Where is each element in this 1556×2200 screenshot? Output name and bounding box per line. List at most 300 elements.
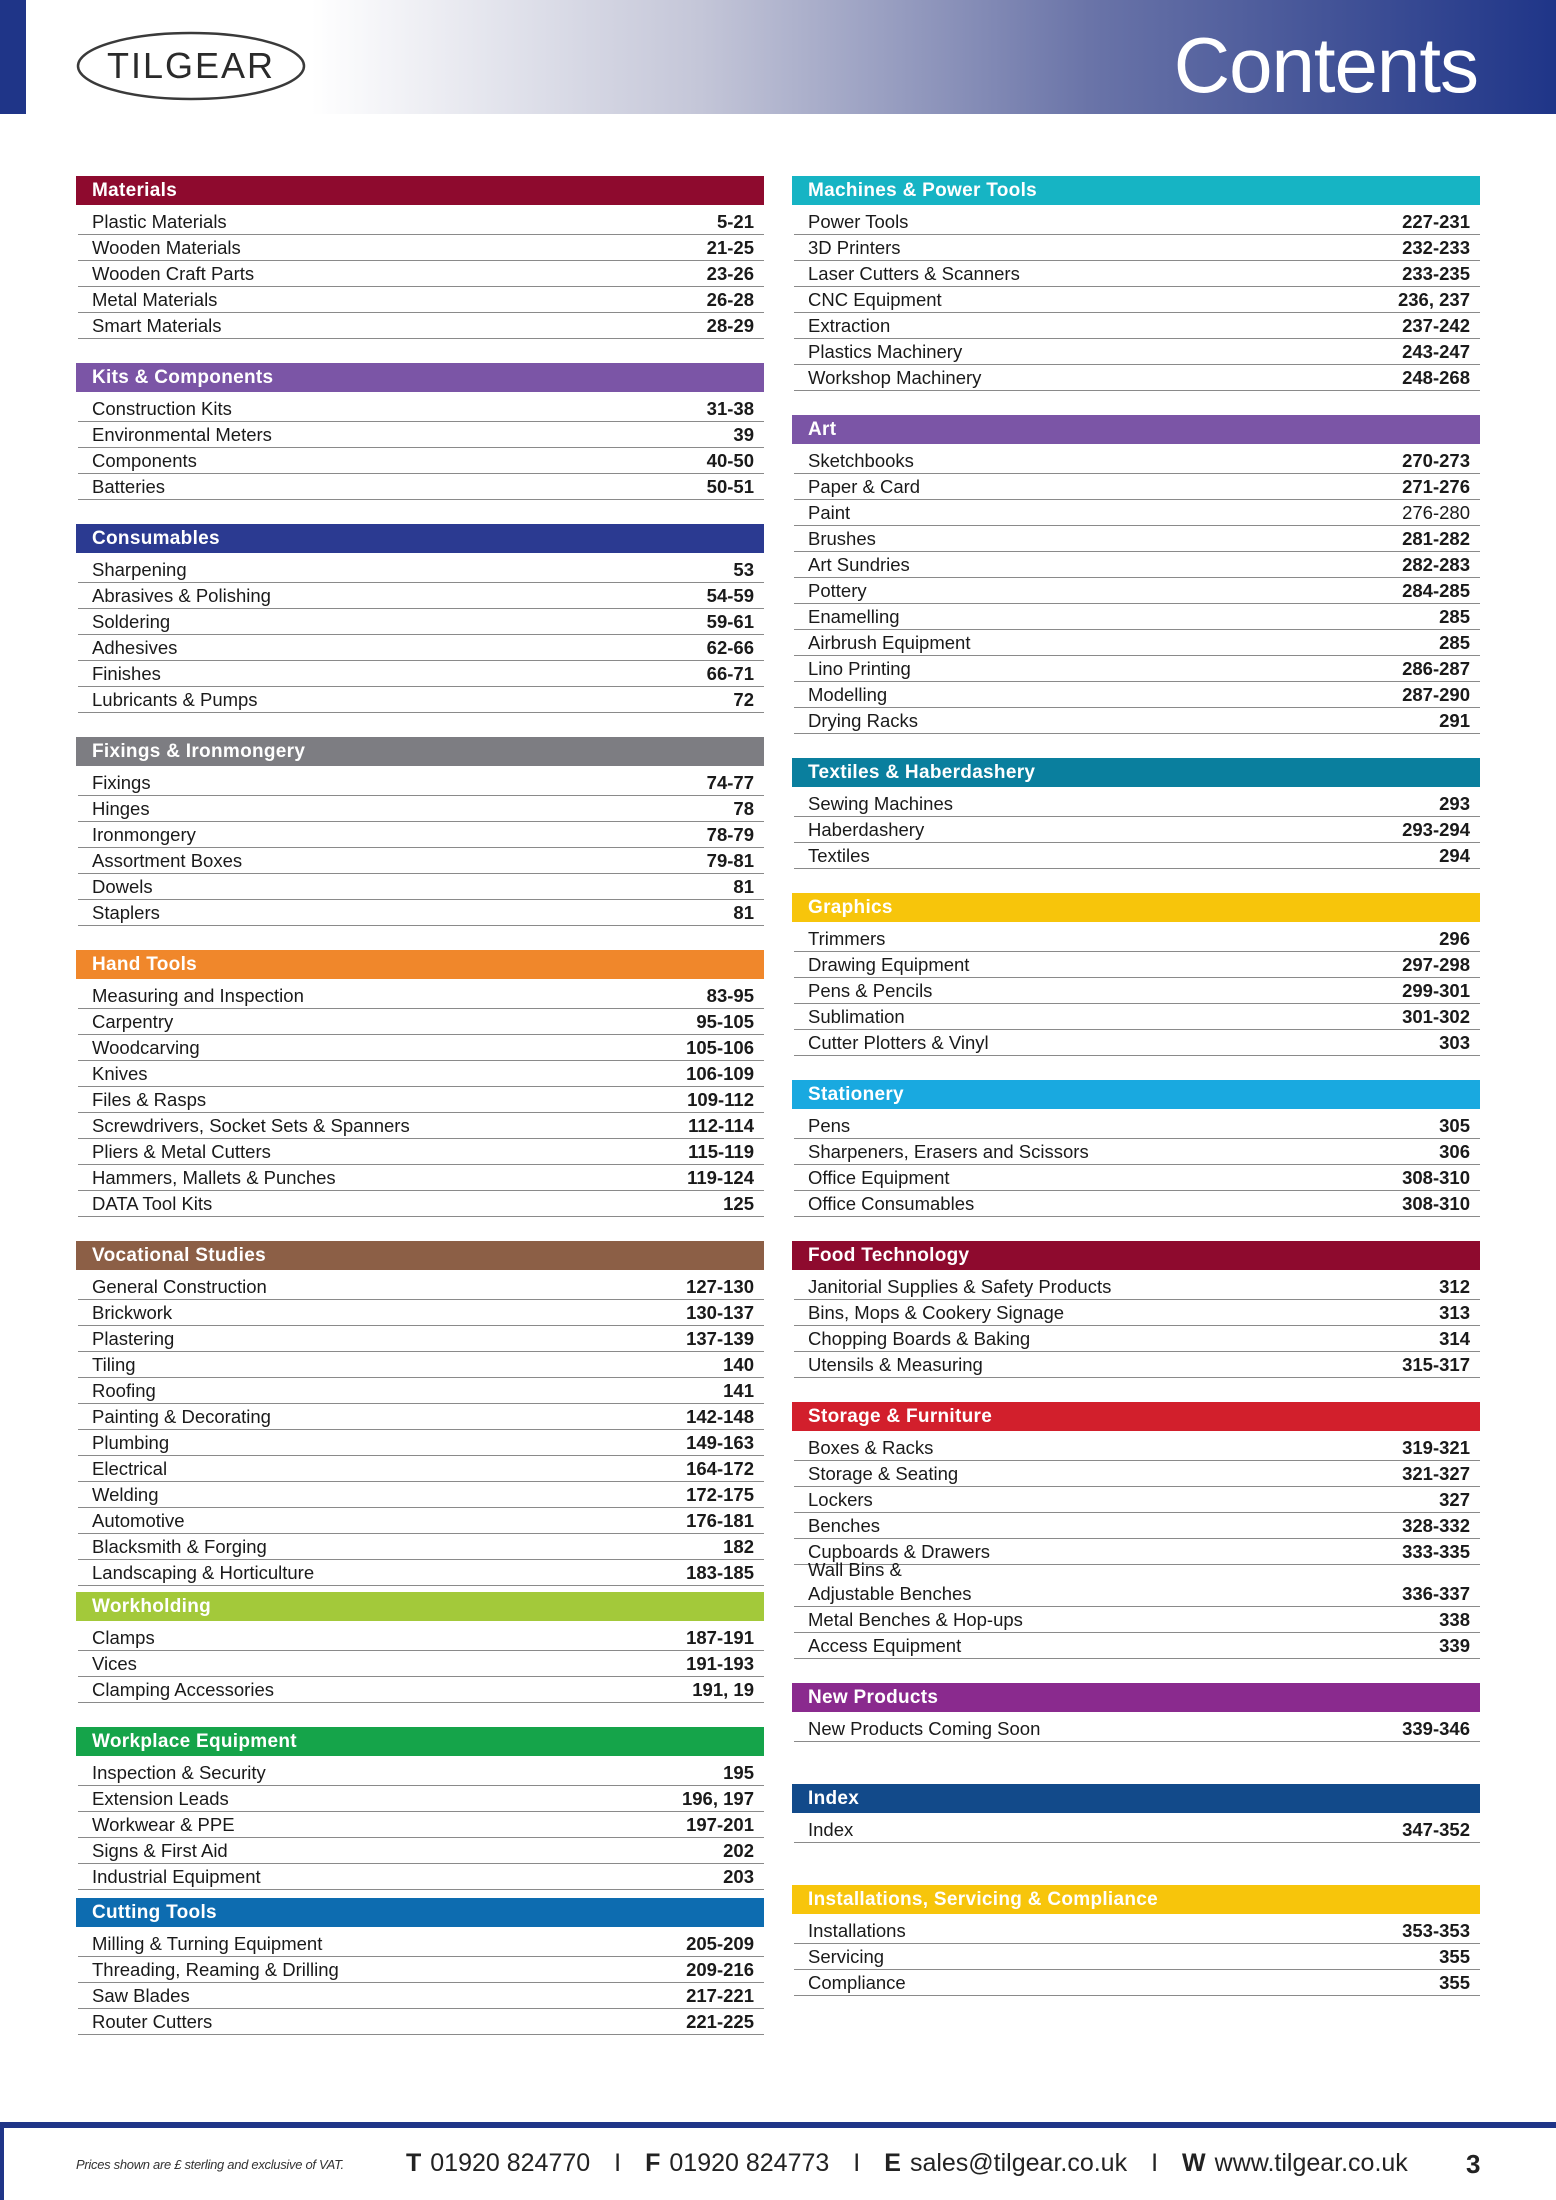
entry-label: Router Cutters: [92, 2011, 213, 2032]
entry-label: Files & Rasps: [92, 1089, 207, 1110]
section-heading: Machines & Power Tools: [792, 176, 1480, 205]
page-range: 285: [1439, 632, 1470, 653]
fax-key: F: [645, 2149, 661, 2177]
page-range: 347-352: [1402, 1819, 1470, 1840]
entry-label: Welding: [92, 1484, 159, 1505]
section-heading: Workplace Equipment: [76, 1727, 764, 1756]
page-range: 130-137: [686, 1302, 754, 1323]
page-range: 127-130: [686, 1276, 754, 1297]
entry-label: Brickwork: [92, 1302, 173, 1323]
page-range: 293-294: [1402, 819, 1470, 840]
page-range: 271-276: [1402, 476, 1470, 497]
contents-row[interactable]: [794, 339, 1480, 365]
contents-row[interactable]: [78, 1035, 764, 1061]
separator: I: [1151, 2149, 1159, 2177]
section: [792, 893, 1480, 1056]
section-rows: [792, 1813, 1480, 1843]
contents-row[interactable]: [78, 1139, 764, 1165]
contents-row[interactable]: [78, 1087, 764, 1113]
contents-row[interactable]: [794, 604, 1480, 630]
contents-row[interactable]: [78, 1404, 764, 1430]
entry-label: Pens & Pencils: [808, 980, 933, 1001]
entry-label: Soldering: [92, 611, 171, 632]
page-range: 270-273: [1402, 450, 1470, 471]
page-range: 81: [733, 902, 754, 923]
contents-row[interactable]: [794, 926, 1480, 952]
page-range: 23-26: [706, 263, 754, 284]
contents-row[interactable]: [794, 287, 1480, 313]
contents-row[interactable]: [78, 261, 764, 287]
page-range: 140: [723, 1354, 754, 1375]
contents-row[interactable]: [78, 1191, 764, 1217]
entry-label: Hinges: [92, 798, 150, 819]
contents-row[interactable]: [78, 1677, 764, 1703]
contents-row[interactable]: [78, 1812, 764, 1838]
entry-label: Plastering: [92, 1328, 175, 1349]
entry-label: Automotive: [92, 1510, 185, 1531]
entry-label: Metal Materials: [92, 289, 218, 310]
contents-row[interactable]: [78, 396, 764, 422]
contents-row[interactable]: [78, 583, 764, 609]
section-rows: [76, 1621, 764, 1703]
page-range: 319-321: [1402, 1437, 1470, 1458]
entry-label: Sharpeners, Erasers and Scissors: [808, 1141, 1089, 1162]
page-range: 236, 237: [1397, 289, 1470, 310]
contents-row[interactable]: [794, 1030, 1480, 1056]
page-range: 233-235: [1402, 263, 1470, 284]
page-range: 282-283: [1402, 554, 1470, 575]
contents-row[interactable]: [78, 1113, 764, 1139]
contents-row[interactable]: [794, 209, 1480, 235]
contents-row[interactable]: [794, 1165, 1480, 1191]
contents-row[interactable]: [794, 630, 1480, 656]
contents-row[interactable]: [78, 1625, 764, 1651]
contents-row[interactable]: [794, 682, 1480, 708]
contents-row[interactable]: [78, 209, 764, 235]
contents-row[interactable]: [794, 791, 1480, 817]
contents-row[interactable]: [78, 1534, 764, 1560]
section-rows: [792, 444, 1480, 734]
contents-row[interactable]: [78, 1508, 764, 1534]
web-key: W: [1182, 2149, 1206, 2177]
contents-row[interactable]: [78, 235, 764, 261]
entry-label: Knives: [92, 1063, 148, 1084]
entry-label: Inspection & Security: [92, 1762, 266, 1783]
section: [76, 176, 764, 339]
section-rows: [792, 922, 1480, 1056]
contents-row[interactable]: [78, 983, 764, 1009]
contents-row[interactable]: [78, 848, 764, 874]
contents-row[interactable]: [794, 1139, 1480, 1165]
contents-row[interactable]: [78, 687, 764, 713]
page-range: 333-335: [1402, 1541, 1470, 1562]
contents-row[interactable]: [794, 235, 1480, 261]
page-range: 312: [1439, 1276, 1470, 1297]
contents-row[interactable]: [78, 661, 764, 687]
entry-label: Trimmers: [808, 928, 886, 949]
page-range: 21-25: [706, 237, 754, 258]
page-range: 305: [1439, 1115, 1470, 1136]
page-range: 294: [1439, 845, 1470, 866]
section-rows: [76, 1270, 764, 1586]
contents-row[interactable]: [794, 1487, 1480, 1513]
entry-label: Extension Leads: [92, 1788, 229, 1809]
entry-label: General Construction: [92, 1276, 267, 1297]
page-range: 313: [1439, 1302, 1470, 1323]
page-range: 53: [733, 559, 754, 580]
page-range: 72: [733, 689, 754, 710]
section-heading: New Products: [792, 1683, 1480, 1712]
contents-row[interactable]: [78, 287, 764, 313]
section: [792, 1683, 1480, 1742]
page-range: 217-221: [686, 1985, 754, 2006]
page-range: 308-310: [1402, 1167, 1470, 1188]
page-range: 172-175: [686, 1484, 754, 1505]
page-range: 301-302: [1402, 1006, 1470, 1027]
entry-label: Modelling: [808, 684, 888, 705]
page-range: 141: [723, 1380, 754, 1401]
contents-row[interactable]: [78, 2009, 764, 2035]
section-heading: Materials: [76, 176, 764, 205]
entry-label: Electrical: [92, 1458, 168, 1479]
section: [76, 1727, 764, 1890]
entry-label: Pottery: [808, 580, 867, 601]
page-title: Contents: [1173, 21, 1478, 109]
section-rows: [792, 1712, 1480, 1742]
contents-row[interactable]: [794, 843, 1480, 869]
entry-label: Index: [808, 1819, 854, 1840]
entry-label: Ironmongery: [92, 824, 196, 845]
left-column: [76, 176, 764, 2035]
contents-row[interactable]: [78, 1786, 764, 1812]
email-key: E: [884, 2149, 901, 2177]
section-heading: Installations, Servicing & Compliance: [792, 1885, 1480, 1914]
page-range: 28-29: [706, 315, 754, 336]
entry-label: Wooden Craft Parts: [92, 263, 255, 284]
contents-row[interactable]: [78, 1456, 764, 1482]
page-range: 209-216: [686, 1959, 754, 1980]
contents-row[interactable]: [794, 526, 1480, 552]
page-range: 281-282: [1402, 528, 1470, 549]
entry-label: Metal Benches & Hop-ups: [808, 1609, 1023, 1630]
page-range: 95-105: [696, 1011, 754, 1032]
contents-row[interactable]: [794, 1918, 1480, 1944]
entry-label: Sharpening: [92, 559, 187, 580]
page-range: 78-79: [706, 824, 754, 845]
contents-row[interactable]: [794, 365, 1480, 391]
contents-row[interactable]: [794, 1191, 1480, 1217]
page-range: 314: [1439, 1328, 1470, 1349]
contents-row[interactable]: [794, 952, 1480, 978]
page-range: 149-163: [686, 1432, 754, 1453]
page-range: 227-231: [1402, 211, 1470, 232]
entry-label: Fixings: [92, 772, 151, 793]
contents-row[interactable]: [78, 1957, 764, 1983]
entry-label: Batteries: [92, 476, 166, 497]
entry-label: Saw Blades: [92, 1985, 190, 2006]
contents-row[interactable]: [78, 900, 764, 926]
entry-label: Measuring and Inspection: [92, 985, 304, 1006]
section-rows: [792, 1109, 1480, 1217]
entry-label: Hammers, Mallets & Punches: [92, 1167, 336, 1188]
entry-label: Environmental Meters: [92, 424, 272, 445]
page-range: 40-50: [706, 450, 754, 471]
contents-row[interactable]: [78, 1983, 764, 2009]
entry-label: Abrasives & Polishing: [92, 585, 271, 606]
page-range: 353-353: [1402, 1920, 1470, 1941]
page-range: 74-77: [706, 772, 754, 793]
contents-row[interactable]: [78, 557, 764, 583]
contents-row[interactable]: [78, 1165, 764, 1191]
contents-row[interactable]: [794, 500, 1480, 526]
page-range: 83-95: [706, 985, 754, 1006]
section: [792, 1885, 1480, 1996]
contents-row[interactable]: [78, 1009, 764, 1035]
section-heading: Food Technology: [792, 1241, 1480, 1270]
contents-row[interactable]: [78, 1931, 764, 1957]
entry-label: Haberdashery: [808, 819, 925, 840]
entry-label: Janitorial Supplies & Safety Products: [808, 1276, 1112, 1297]
section-heading: Fixings & Ironmongery: [76, 737, 764, 766]
contents-row[interactable]: [78, 796, 764, 822]
page-range: 78: [733, 798, 754, 819]
footer-divider: [0, 2122, 1556, 2128]
contents-row[interactable]: [794, 552, 1480, 578]
contents-row[interactable]: [794, 817, 1480, 843]
entry-label: Cutter Plotters & Vinyl: [808, 1032, 989, 1053]
contents-row[interactable]: [794, 1435, 1480, 1461]
section-heading: Textiles & Haberdashery: [792, 758, 1480, 787]
contents-row[interactable]: [794, 1633, 1480, 1659]
entry-label: Art Sundries: [808, 554, 910, 575]
page-range: 59-61: [706, 611, 754, 632]
section-heading: Index: [792, 1784, 1480, 1813]
section: [76, 1592, 764, 1703]
entry-label: Sewing Machines: [808, 793, 953, 814]
section-rows: [76, 766, 764, 926]
page-range: 296: [1439, 928, 1470, 949]
contact-bar: [406, 2149, 1408, 2178]
entry-label: Vices: [92, 1653, 137, 1674]
contents-row[interactable]: [78, 1274, 764, 1300]
contents-row[interactable]: [794, 474, 1480, 500]
contents-row[interactable]: [794, 1817, 1480, 1843]
page-range: 339-346: [1402, 1718, 1470, 1739]
entry-label: Tiling: [92, 1354, 136, 1375]
separator: I: [853, 2149, 861, 2177]
contents-row[interactable]: [78, 474, 764, 500]
page-range: 232-233: [1402, 237, 1470, 258]
contents-row[interactable]: [794, 1513, 1480, 1539]
entry-label: Utensils & Measuring: [808, 1354, 983, 1375]
page-range: 276-280: [1402, 502, 1470, 523]
page-range: 62-66: [706, 637, 754, 658]
website-link[interactable]: www.tilgear.co.uk: [1214, 2149, 1408, 2177]
contents-row[interactable]: [794, 1300, 1480, 1326]
entry-label: Sublimation: [808, 1006, 905, 1027]
contents-row[interactable]: [794, 1326, 1480, 1352]
section-heading: Hand Tools: [76, 950, 764, 979]
page-range: 54-59: [706, 585, 754, 606]
contents-row[interactable]: [78, 1061, 764, 1087]
section-heading: Graphics: [792, 893, 1480, 922]
entry-label: Signs & First Aid: [92, 1840, 228, 1861]
page-range: 31-38: [706, 398, 754, 419]
page-range: 187-191: [686, 1627, 754, 1648]
section: [792, 758, 1480, 869]
page-range: 115-119: [688, 1141, 754, 1162]
section-heading: Storage & Furniture: [792, 1402, 1480, 1431]
contents-row[interactable]: [794, 448, 1480, 474]
entry-label: DATA Tool Kits: [92, 1193, 213, 1214]
section-heading: Stationery: [792, 1080, 1480, 1109]
section: [792, 1241, 1480, 1378]
entry-label: Office Equipment: [808, 1167, 950, 1188]
contents-row[interactable]: [794, 313, 1480, 339]
section-heading: Consumables: [76, 524, 764, 553]
section: [76, 363, 764, 500]
entry-label: New Products Coming Soon: [808, 1718, 1041, 1739]
right-column: [792, 176, 1480, 1996]
entry-label: Clamping Accessories: [92, 1679, 274, 1700]
contents-row[interactable]: [794, 1559, 1480, 1607]
contents-row[interactable]: [78, 1378, 764, 1404]
page-range: 336-337: [1402, 1583, 1470, 1604]
section-rows: [76, 553, 764, 713]
contents-row[interactable]: [78, 635, 764, 661]
page-range: 315-317: [1402, 1354, 1470, 1375]
contents-row[interactable]: [794, 656, 1480, 682]
contents-row[interactable]: [794, 578, 1480, 604]
section-rows: [792, 787, 1480, 869]
page-range: 203: [723, 1866, 754, 1887]
section-heading: Cutting Tools: [76, 1898, 764, 1927]
section-rows: [76, 392, 764, 500]
page-range: 5-21: [716, 211, 754, 232]
page-range: 355: [1439, 1972, 1470, 1993]
section: [792, 1784, 1480, 1843]
page-range: 303: [1439, 1032, 1470, 1053]
section-rows: [76, 979, 764, 1217]
contents-row[interactable]: [78, 609, 764, 635]
contents-row[interactable]: [794, 1004, 1480, 1030]
contents-row[interactable]: [794, 261, 1480, 287]
entry-label: Lockers: [808, 1489, 873, 1510]
page-range: 287-290: [1402, 684, 1470, 705]
phone-number[interactable]: 01920 824770: [430, 2149, 591, 2177]
contents-row[interactable]: [794, 1113, 1480, 1139]
entry-label: Roofing: [92, 1380, 156, 1401]
contents-row[interactable]: [78, 1760, 764, 1786]
contents-row[interactable]: [794, 1716, 1480, 1742]
tilgear-logo: [75, 30, 307, 102]
contents-row[interactable]: [78, 1651, 764, 1677]
entry-label: Lino Printing: [808, 658, 911, 679]
entry-label: CNC Equipment: [808, 289, 942, 310]
entry-label: Painting & Decorating: [92, 1406, 271, 1427]
page-range: 293: [1439, 793, 1470, 814]
entry-label: Components: [92, 450, 197, 471]
section: [76, 1898, 764, 2035]
contents-row[interactable]: [78, 874, 764, 900]
entry-label: Benches: [808, 1515, 880, 1536]
entry-label: Plumbing: [92, 1432, 170, 1453]
contents-row[interactable]: [794, 1274, 1480, 1300]
contents-row[interactable]: [78, 1560, 764, 1586]
page-range: 109-112: [687, 1089, 754, 1110]
page-range: 119-124: [687, 1167, 754, 1188]
section-rows: [76, 205, 764, 339]
page-range: 39: [733, 424, 754, 445]
contents-row[interactable]: [78, 1352, 764, 1378]
separator: I: [614, 2149, 622, 2177]
contents-row[interactable]: [78, 1300, 764, 1326]
contents-row[interactable]: [78, 1430, 764, 1456]
contents-row[interactable]: [794, 1970, 1480, 1996]
contents-row[interactable]: [794, 978, 1480, 1004]
contents-row[interactable]: [78, 1326, 764, 1352]
page-range: 79-81: [706, 850, 754, 871]
entry-label: Assortment Boxes: [92, 850, 243, 871]
page-range: 137-139: [686, 1328, 754, 1349]
contents-row[interactable]: [794, 708, 1480, 734]
page-range: 328-332: [1402, 1515, 1470, 1536]
section: [76, 737, 764, 926]
contents-row[interactable]: [78, 822, 764, 848]
entry-label: Storage & Seating: [808, 1463, 959, 1484]
entry-label: Paint: [808, 502, 851, 523]
email-link[interactable]: sales@tilgear.co.uk: [909, 2149, 1128, 2177]
svg-text:TILGEAR: TILGEAR: [106, 45, 276, 86]
page-range: 142-148: [686, 1406, 754, 1427]
entry-label: Blacksmith & Forging: [92, 1536, 267, 1557]
contents-row[interactable]: [78, 1482, 764, 1508]
header-accent-strip: [0, 0, 26, 114]
page-range: 112-114: [688, 1115, 754, 1136]
entry-label: Power Tools: [808, 211, 909, 232]
entry-label: Brushes: [808, 528, 876, 549]
section-rows: [792, 205, 1480, 391]
section: [76, 1241, 764, 1586]
contents-row[interactable]: [794, 1352, 1480, 1378]
page-range: 285: [1439, 606, 1470, 627]
entry-label: Milling & Turning Equipment: [92, 1933, 323, 1954]
entry-label: Laser Cutters & Scanners: [808, 263, 1020, 284]
contents-row[interactable]: [794, 1944, 1480, 1970]
entry-label: Compliance: [808, 1972, 906, 1993]
section: [76, 524, 764, 713]
page-range: 191, 19: [692, 1679, 754, 1700]
contents-row[interactable]: [78, 313, 764, 339]
page-range: 339: [1439, 1635, 1470, 1656]
contents-row[interactable]: [78, 770, 764, 796]
page-range: 81: [733, 876, 754, 897]
section-rows: [792, 1270, 1480, 1378]
page-number: 3: [1466, 2149, 1481, 2179]
contents-row[interactable]: [794, 1461, 1480, 1487]
contents-row[interactable]: [78, 422, 764, 448]
contents-row[interactable]: [794, 1607, 1480, 1633]
page-range: 291: [1439, 710, 1470, 731]
contents-row[interactable]: [78, 1838, 764, 1864]
contents-row[interactable]: [78, 1864, 764, 1890]
page-range: 205-209: [686, 1933, 754, 1954]
page-range: 105-106: [686, 1037, 754, 1058]
page-range: 286-287: [1402, 658, 1470, 679]
section-rows: [76, 1927, 764, 2035]
entry-label: Paper & Card: [808, 476, 921, 497]
contents-row[interactable]: [78, 448, 764, 474]
